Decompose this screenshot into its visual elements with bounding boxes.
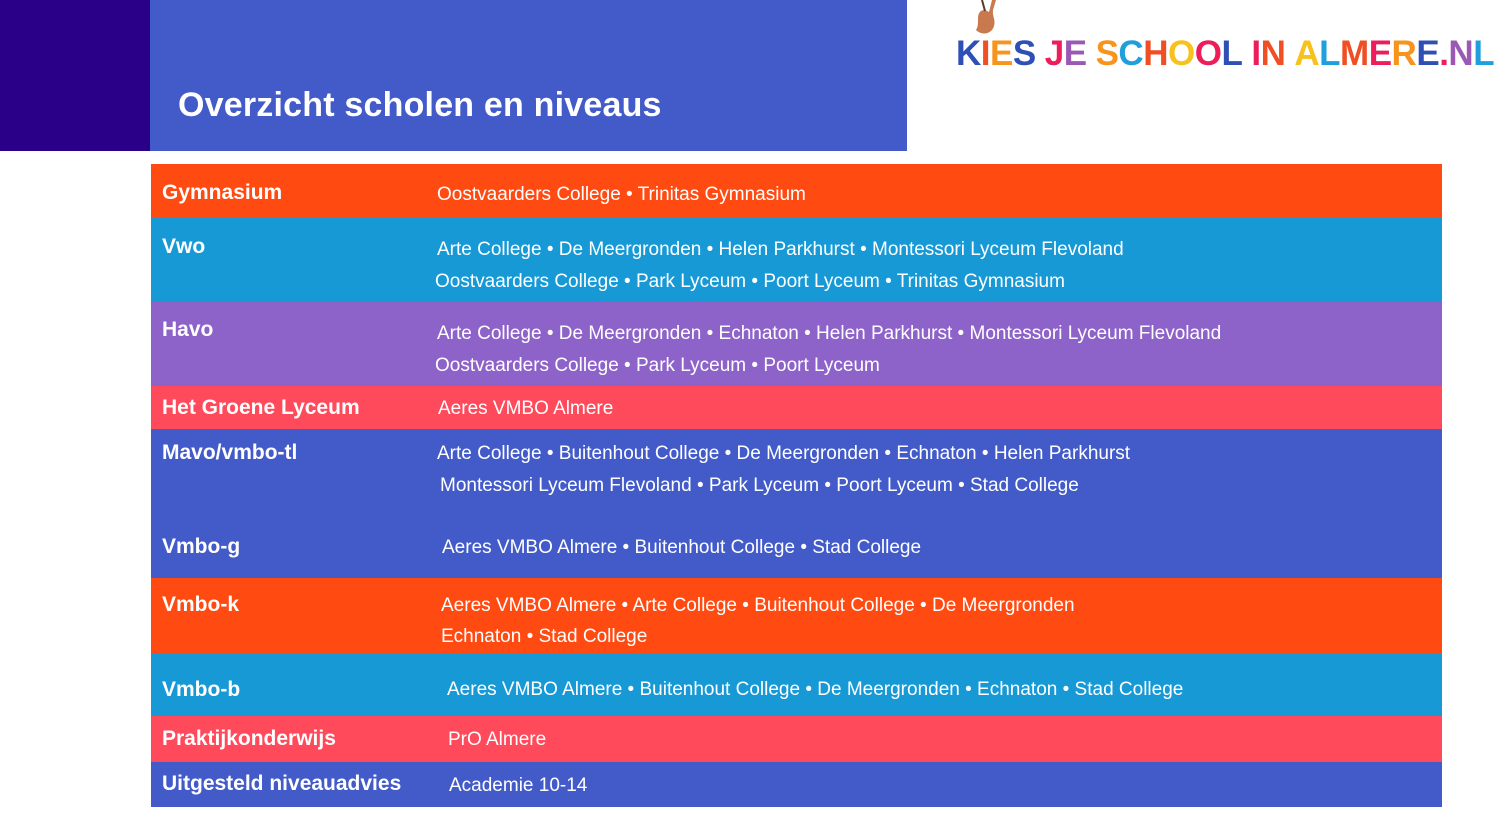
school-list-line: Oostvaarders College • Trinitas Gymnasium: [437, 184, 806, 205]
logo-letter: I: [980, 34, 991, 73]
logo-letter: [1036, 36, 1045, 71]
level-row: [151, 716, 1442, 762]
logo-letter: L: [1473, 34, 1494, 73]
logo-letter: I: [1251, 34, 1261, 73]
logo-letter: N: [1448, 34, 1474, 73]
school-list-line: Arte College • De Meergronden • Echnaton • Helen Parkhurst • Montessori Lyceum Flevoland: [437, 323, 1222, 344]
logo-letter: H: [1143, 34, 1168, 73]
level-row: [151, 578, 1442, 654]
logo-letter: K: [956, 34, 981, 73]
level-row: [151, 218, 1442, 302]
logo-letter: [1285, 36, 1294, 71]
title-banner: [150, 0, 907, 151]
school-list-line: Oostvaarders College • Park Lyceum • Poort Lyceum • Trinitas Gymnasium: [435, 271, 1065, 292]
logo-letter: .: [1439, 34, 1449, 73]
site-logo: [950, 0, 1494, 90]
school-list-line: Academie 10-14: [449, 775, 588, 796]
level-name: Vwo: [162, 235, 206, 258]
school-list-line: Arte College • Buitenhout College • De Meergronden • Echnaton • Helen Parkhurst: [437, 443, 1131, 464]
logo-letter: S: [1012, 34, 1036, 73]
level-row: [151, 429, 1442, 519]
level-row: [151, 302, 1442, 386]
level-name: Mavo/vmbo-tl: [162, 441, 298, 464]
logo-letter: E: [990, 34, 1013, 73]
school-list-line: Aeres VMBO Almere • Buitenhout College • Stad College: [442, 537, 922, 558]
level-name: Het Groene Lyceum: [162, 396, 360, 419]
school-list-line: Aeres VMBO Almere • Buitenhout College • De Meergronden • Echnaton • Stad College: [447, 679, 1184, 700]
logo-letter: N: [1260, 34, 1286, 73]
logo-letter: S: [1095, 34, 1119, 73]
level-name: Vmbo-b: [162, 678, 241, 701]
logo-letter: M: [1340, 34, 1369, 73]
school-list-line: PrO Almere: [448, 729, 547, 750]
level-row: [151, 654, 1442, 716]
logo-letter: C: [1118, 34, 1144, 73]
level-row: [151, 164, 1442, 218]
school-list-line: Aeres VMBO Almere • Arte College • Buitenhout College • De Meergronden: [441, 595, 1075, 616]
levels-table: [151, 164, 1442, 807]
level-row: [151, 386, 1442, 429]
logo-letter: L: [1319, 34, 1341, 73]
logo-letter: E: [1416, 34, 1440, 73]
logo-wordmark: [956, 36, 1494, 71]
level-row: [151, 519, 1442, 578]
school-list-line: Montessori Lyceum Flevoland • Park Lyceum • Poort Lyceum • Stad College: [440, 475, 1079, 496]
level-name: Uitgesteld niveauadvies: [162, 772, 402, 795]
logo-letter: R: [1391, 34, 1417, 73]
logo-letter: E: [1368, 34, 1392, 73]
logo-letter: O: [1194, 34, 1222, 73]
level-name: Praktijkonderwijs: [162, 727, 336, 750]
level-name: Vmbo-g: [162, 535, 241, 558]
logo-letter: O: [1167, 34, 1195, 73]
level-name: Vmbo-k: [162, 593, 240, 616]
logo-letter: [1242, 36, 1251, 71]
corner-accent-block: [0, 0, 150, 151]
page-title: Overzicht scholen en niveaus: [178, 86, 662, 124]
school-list-line: Arte College • De Meergronden • Helen Parkhurst • Montessori Lyceum Flevoland: [437, 239, 1124, 260]
logo-letter: J: [1044, 34, 1064, 73]
school-list-line: Aeres VMBO Almere: [438, 398, 614, 419]
logo-letter: A: [1294, 34, 1320, 73]
logo-letter: L: [1221, 34, 1243, 73]
school-list-line: Oostvaarders College • Park Lyceum • Poort Lyceum: [435, 355, 880, 376]
level-row: [151, 762, 1442, 807]
logo-letter: E: [1063, 34, 1087, 73]
logo-letter: [1087, 36, 1096, 71]
school-list-line: Echnaton • Stad College: [441, 626, 648, 647]
level-name: Gymnasium: [162, 181, 283, 204]
level-name: Havo: [162, 318, 214, 341]
